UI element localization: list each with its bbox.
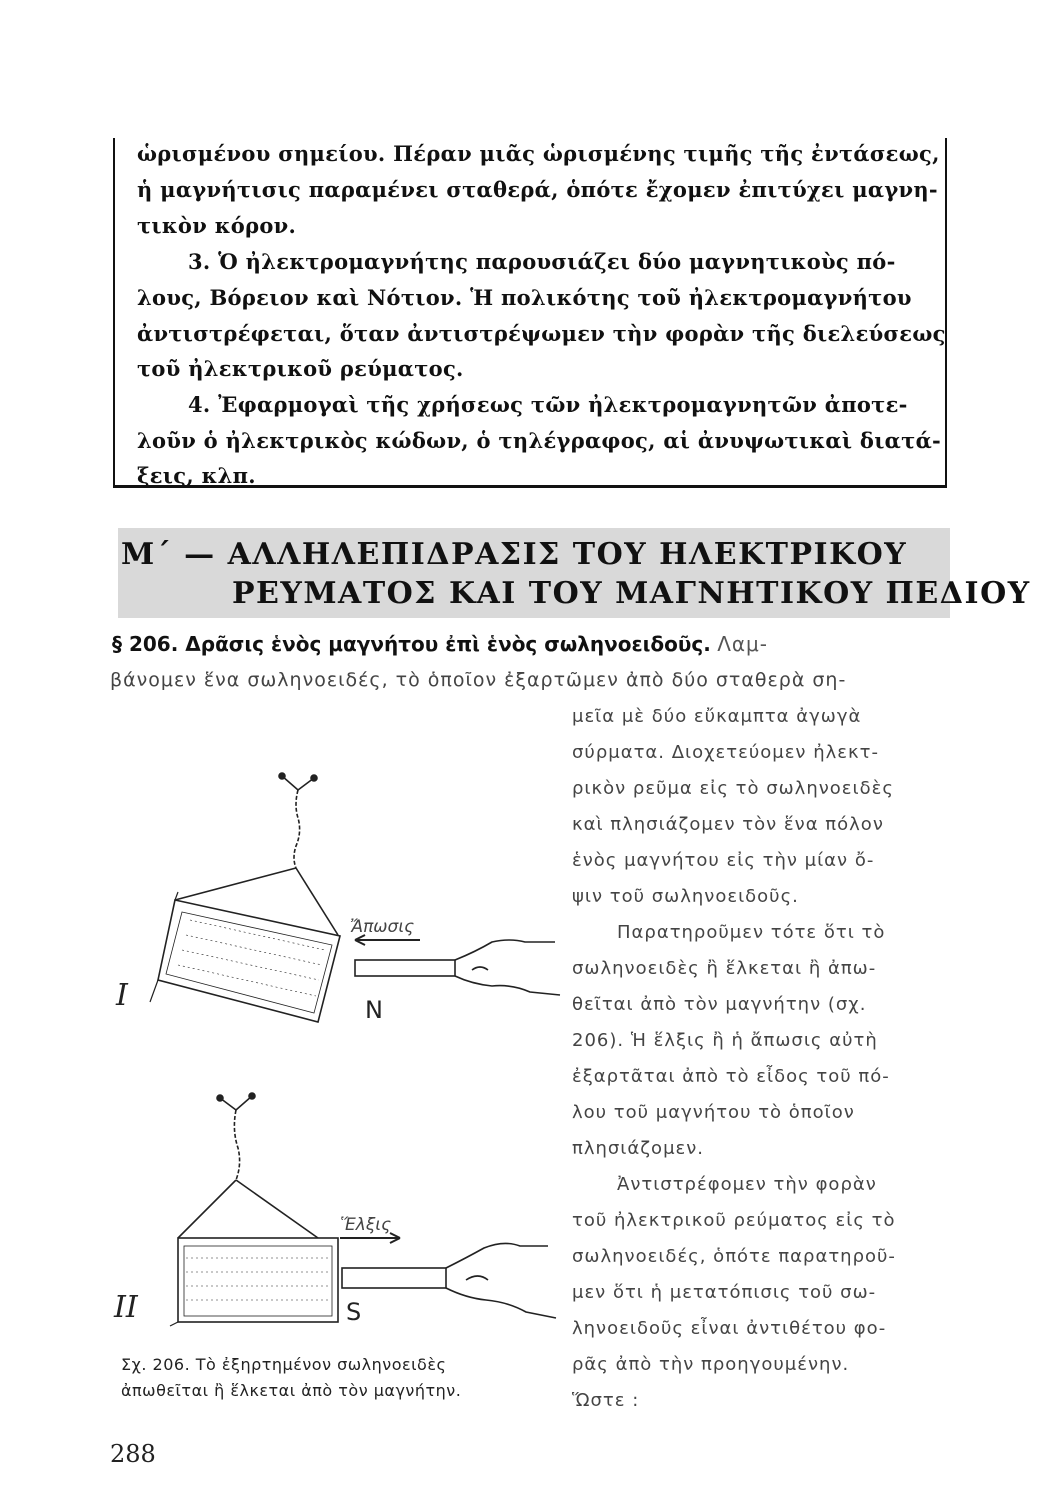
pole-label-N: N bbox=[365, 996, 383, 1024]
body-line: 206). Ἡ ἕλξις ἢ ἡ ἄπωσις αὐτὴ bbox=[572, 1030, 878, 1051]
body-line: σωληνοειδὲς ἢ ἕλκεται ἢ ἀπω- bbox=[572, 958, 877, 979]
body-line: σωληνοειδές, ὁπότε παρατηροῦ- bbox=[572, 1246, 896, 1267]
summary-line: λοῦν ὁ ἠλεκτρικὸς κώδων, ὁ τηλέγραφος, αἱ ἀνυψωτικαὶ διατά- bbox=[137, 428, 942, 453]
figure-caption-line2: ἀπωθεῖται ἢ ἕλκεται ἀπὸ τὸν μαγνήτην. bbox=[121, 1381, 462, 1400]
page-number: 288 bbox=[110, 1440, 156, 1468]
body-line: τοῦ ἠλεκτρικοῦ ρεύματος εἰς τὸ bbox=[572, 1210, 896, 1231]
body-line: μεῖα μὲ δύο εὔκαμπτα ἀγωγὰ bbox=[572, 706, 862, 727]
body-line: θεῖται ἀπὸ τὸν μαγνήτην (σχ. bbox=[572, 994, 867, 1015]
summary-line: ξεις, κλπ. bbox=[137, 463, 256, 488]
body-line: λου τοῦ μαγνήτου τὸ ὁποῖον bbox=[572, 1102, 855, 1123]
section-title-line bbox=[112, 632, 768, 656]
section-title: § 206. Δρᾶσις ἑνὸς μαγνήτου ἐπὶ ἑνὸς σωληνοειδοῦς. bbox=[112, 632, 711, 656]
attraction-label: Ἕλξις bbox=[340, 1215, 392, 1235]
figure-label-I: I bbox=[116, 978, 128, 1013]
body-line: Παρατηροῦμεν τότε ὅτι τὸ bbox=[617, 922, 886, 943]
figure-label-II: II bbox=[114, 1290, 138, 1325]
magnet-hand-upper bbox=[355, 935, 560, 995]
section-line: βάνομεν ἕνα σωληνοειδές, τὸ ὁποῖον ἐξαρτῶμεν ἀπὸ δύο σταθερὰ ση- bbox=[110, 669, 847, 691]
body-line: ἑνὸς μαγνήτου εἰς τὴν μίαν ὄ- bbox=[572, 850, 875, 871]
summary-line: ἡ μαγνήτισις παραμένει σταθερά, ὁπότε ἔχομεν ἐπιτύχει μαγνη- bbox=[137, 177, 938, 202]
body-line: ληνοειδοῦς εἶναι ἀντιθέτου φο- bbox=[572, 1318, 887, 1339]
summary-line: λους, Βόρειον καὶ Νότιον. Ἡ πολικότης τοῦ ἠλεκτρομαγνήτου bbox=[137, 285, 912, 310]
figure-caption-line1: Σχ. 206. Τὸ ἐξηρτημένον σωληνοειδὲς bbox=[121, 1355, 447, 1374]
chapter-heading-line1: Μ΄ — ΑΛΛΗΛΕΠΙΔΡΑΣΙΣ ΤΟΥ ΗΛΕΚΤΡΙΚΟΥ bbox=[121, 537, 908, 572]
body-line: ἐξαρτᾶται ἀπὸ τὸ εἶδος τοῦ πό- bbox=[572, 1066, 890, 1087]
magnet-hand-lower bbox=[340, 1233, 556, 1318]
body-line: ψιν τοῦ σωληνοειδοῦς. bbox=[572, 886, 799, 907]
summary-line: ἀντιστρέφεται, ὅταν ἀντιστρέψωμεν τὴν φορὰν τῆς διελεύσεως bbox=[137, 321, 946, 346]
solenoid-tilted bbox=[150, 892, 340, 1022]
body-line: μεν ὅτι ἡ μετατόπισις τοῦ σω- bbox=[572, 1282, 877, 1303]
pole-label-S: S bbox=[346, 1298, 362, 1326]
suspension-chain-lower bbox=[178, 1093, 318, 1238]
summary-line: τοῦ ἠλεκτρικοῦ ρεύματος. bbox=[137, 356, 464, 381]
summary-line: ὡρισμένου σημείου. Πέραν μιᾶς ὡρισμένης τιμῆς τῆς ἐντάσεως, bbox=[137, 141, 940, 166]
body-line: ρικὸν ρεῦμα εἰς τὸ σωληνοειδὲς bbox=[572, 778, 894, 799]
summary-line: 3. Ὁ ἠλεκτρομαγνήτης παρουσιάζει δύο μαγνητικοὺς πό- bbox=[188, 249, 896, 274]
summary-line: τικὸν κόρον. bbox=[137, 213, 297, 238]
body-line: ρᾶς ἀπὸ τὴν προηγουμένην. bbox=[572, 1354, 850, 1375]
solenoid-horizontal bbox=[170, 1238, 338, 1326]
body-line: Ὥστε : bbox=[572, 1390, 640, 1411]
body-line: σύρματα. Διοχετεύομεν ἠλεκτ- bbox=[572, 742, 879, 763]
body-line: Ἀντιστρέφομεν τὴν φορὰν bbox=[617, 1174, 877, 1195]
section-lead: Λαμ- bbox=[717, 632, 768, 656]
body-line: πλησιάζομεν. bbox=[572, 1138, 705, 1159]
suspension-chain-upper bbox=[175, 773, 338, 935]
figure-206 bbox=[100, 760, 570, 1360]
repulsion-label: Ἄπωσις bbox=[350, 917, 415, 937]
chapter-heading-line2: ΡΕΥΜΑΤΟΣ ΚΑΙ ΤΟΥ ΜΑΓΝΗΤΙΚΟΥ ΠΕΔΙΟΥ bbox=[232, 576, 1031, 611]
body-line: καὶ πλησιάζομεν τὸν ἕνα πόλον bbox=[572, 814, 884, 835]
summary-line: 4. Ἐφαρμογαὶ τῆς χρήσεως τῶν ἠλεκτρομαγνητῶν ἀποτε- bbox=[188, 392, 908, 417]
